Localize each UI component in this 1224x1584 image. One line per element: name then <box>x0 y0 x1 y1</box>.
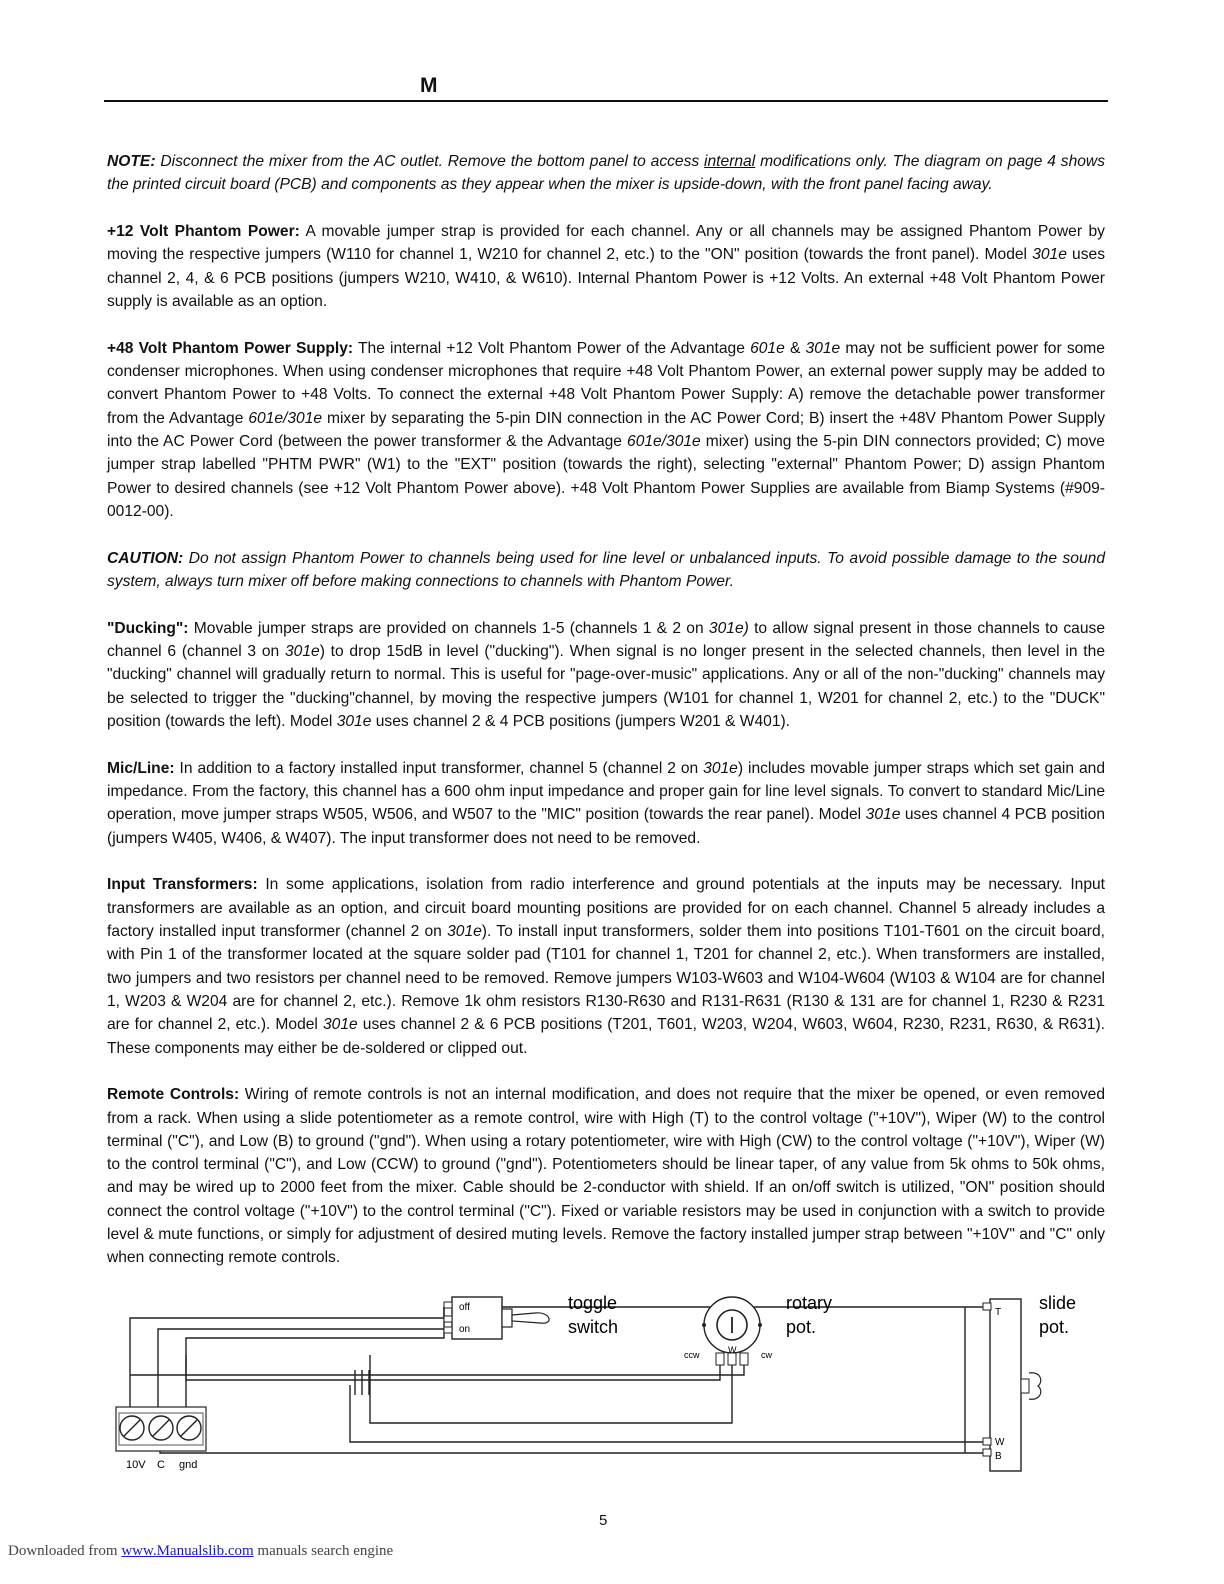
toggle-label-1: toggle <box>568 1293 618 1313</box>
ducking-m3: 301e <box>336 712 372 730</box>
phantom12-model: 301e <box>1032 246 1067 264</box>
micline-m1: 301e <box>703 759 738 777</box>
rotary-label-2: pot. <box>786 1317 817 1337</box>
phantom48-t3: may not be sufficient power for some condenser microphones. When using condenser microphones that require +48 Volt Phantom Power, an external power supply may be added to convert Phantom Power to +48 Volts. To connect the external +48 Volt Phantom Power Supply: A) remove the detachable power transformer from the Advantage <box>107 339 1105 427</box>
footer-prefix: Downloaded from <box>8 1543 122 1559</box>
footer-link[interactable]: www.Manualslib.com <box>121 1543 254 1559</box>
transformers-paragraph <box>107 873 1105 1059</box>
micline-label: Mic/Line: <box>107 759 175 777</box>
remote-label: Remote Controls: <box>107 1086 240 1104</box>
wire-rotary-w <box>370 1355 732 1423</box>
terminal-10v-label: 10V <box>126 1459 146 1471</box>
slide-pot <box>983 1299 1041 1471</box>
wire-switch-on <box>186 1329 444 1425</box>
terminal-block <box>116 1407 206 1471</box>
phantom12-label: +12 Volt Phantom Power: <box>107 223 300 241</box>
caution-label: CAUTION: <box>107 549 184 567</box>
ducking-t2: to allow signal present in those channels to cause channel 6 (channel 3 on <box>107 619 1105 661</box>
ducking-m2: 301e <box>284 643 320 661</box>
page-number: 5 <box>599 1512 608 1529</box>
slide-t-label: T <box>995 1307 1002 1318</box>
ducking-paragraph <box>107 617 1105 733</box>
micline-paragraph <box>107 757 1105 850</box>
phantom48-m4: 601e/301e <box>627 432 701 450</box>
switch-off-label: off <box>459 1302 470 1313</box>
phantom48-m3: 601e/301e <box>248 409 323 427</box>
micline-t2: ) includes movable jumper straps which set gain and impedance. From the factory, this channel has a 600 ohm input impedance and proper gain for line level signals. To convert to standard Mic/Line operation, move jumper straps W505, W506, and W507 to the "MIC" position (towards the rear panel). Model <box>107 759 1105 824</box>
phantom48-t5: mixer) using the 5-pin DIN connectors provided; C) move jumper strap labelled "PHTM PWR" (W1) to the "EXT" position (towards the right), selecting "external" Phantom Power; D) assign Phantom Power to desired channels (see +12 Volt Phantom Power above). +48 Volt Phantom Power Supplies are available from Biamp Systems (#909-0012-00). <box>107 432 1105 520</box>
rotary-label-1: rotary <box>786 1293 833 1313</box>
phantom48-label: +48 Volt Phantom Power Supply: <box>107 339 354 357</box>
wire-10v-top <box>130 1307 992 1425</box>
phantom48-t2: & <box>784 339 806 357</box>
note-underlined: internal <box>704 153 756 170</box>
ducking-t1: Movable jumper straps are provided on channels 1-5 (channels 1 & 2 on <box>188 619 709 637</box>
switch-on-label: on <box>459 1324 471 1335</box>
phantom48-m1: 601e <box>750 339 785 357</box>
micline-t3: uses channel 4 PCB position (jumpers W405, W406, & W407). The input transformer does not need to be removed. <box>107 806 1105 847</box>
header-rule <box>104 100 1108 102</box>
footer-suffix: manuals search engine <box>253 1543 394 1559</box>
slide-w-label: W <box>995 1437 1005 1448</box>
document-body <box>107 150 1105 1293</box>
transformers-m1: 301e <box>447 923 482 941</box>
rotary-w-label: W <box>728 1345 737 1355</box>
micline-m2: 301e <box>865 806 901 824</box>
toggle-switch <box>444 1297 549 1339</box>
phantom48-t1: The internal +12 Volt Phantom Power of the Advantage <box>353 339 751 357</box>
transformers-t1: In some applications, isolation from radio interference and ground potentials at the inputs may be necessary. Input transformers are available as an option, and circuit board mounting positions are provided for on each channel. Channel 5 already includes a factory installed input transformer (channel 2 on <box>107 876 1105 941</box>
ducking-t4: uses channel 2 & 4 PCB positions (jumpers W201 & W401). <box>371 712 791 730</box>
slide-b-label: B <box>995 1451 1002 1462</box>
transformers-label: Input Transformers: <box>107 876 258 894</box>
note-paragraph <box>107 150 1105 197</box>
terminal-gnd-label: gnd <box>179 1459 198 1471</box>
phantom12-text-a: A movable jumper strap is provided for each channel. Any or all channels may be assigned Phantom Power by moving the respective jumpers (W110 for channel 1, W210 for channel 2, etc.) to the "ON" position (towards the front panel). Model <box>107 223 1105 264</box>
rotary-ccw-label: ccw <box>684 1350 700 1360</box>
slide-label-2: pot. <box>1039 1317 1070 1337</box>
phantom48-m2: 301e <box>805 339 841 357</box>
note-label: NOTE: <box>107 153 156 170</box>
note-text-a: Disconnect the mixer from the AC outlet. Remove the bottom panel to access <box>155 153 705 170</box>
remote-paragraph <box>107 1083 1105 1269</box>
remote-text: Wiring of remote controls is not an internal modification, and does not require that the mixer be opened, or even removed from a rack. When using a slide potentiometer as a remote control, wire with High (T) to the control voltage ("+10V"), Wiper (W) to the control terminal ("C"), and Low (B) to ground ("gnd"). When using a rotary potentiometer, wire with High (CW) to the control voltage ("+10V"), Wiper (W) to the control terminal ("C"), and Low (CCW) to ground ("gnd"). Potentiometers should be linear taper, of any value from 5k ohms to 50k ohms, and may be wired up to 2000 feet from the mixer. Cable should be 2-conductor with shield. If an on/off switch is utilized, "ON" position should connect the control voltage ("+10V") to the control terminal ("C"). Fixed or variable resistors may be used in conjunction with a switch to provide level & mute functions, or simply for adjustment of desired muting levels. Remove the factory installed jumper strap between "+10V" and "C" only when connecting remote controls. <box>107 1086 1105 1267</box>
rotary-cw-label: cw <box>761 1350 772 1360</box>
slide-label-1: slide <box>1039 1293 1077 1313</box>
phantom12-text-b: uses channel 2, 4, & 6 PCB positions (jumpers W210, W410, & W610). Internal Phantom Power is +12 Volts. An external +48 Volt Phantom Power supply is available as an option. <box>107 246 1105 310</box>
caution-text: Do not assign Phantom Power to channels being used for line level or unbalanced inputs. To avoid possible damage to the sound system, always turn mixer off before making connections to channels with Phantom Power. <box>107 549 1105 590</box>
toggle-label-2: switch <box>568 1317 619 1337</box>
wiring-diagram <box>0 1285 1224 1495</box>
wire-slide-b <box>160 1425 992 1453</box>
phantom48-t4: mixer by separating the 5-pin DIN connection in the AC Power Cord; B) insert the +48V Phantom Power Supply into the AC Power Cord (between the power transformer & the Advantage <box>107 409 1105 450</box>
wire-rotary-ccw <box>186 1355 720 1380</box>
header-letter: M <box>420 74 438 97</box>
phantom12-paragraph <box>107 220 1105 313</box>
wire-rotary-cw <box>130 1363 744 1375</box>
phantom48-paragraph <box>107 337 1105 523</box>
micline-t1: In addition to a factory installed input transformer, channel 5 (channel 2 on <box>174 759 704 777</box>
wire-slide-w <box>350 1385 992 1442</box>
footer <box>8 1543 393 1560</box>
ducking-t3: ) to drop 15dB in level ("ducking"). When signal is no longer present in the selected channels, then level in the "ducking" channel will gradually return to normal. This is useful for "page-over-music" applications. Any or all of the non-"ducking" channels may be selected to trigger the "ducking"channel, by moving the respective jumpers (W101 for channel 1, W201 for channel 2, etc.) to the "DUCK" position (towards the left). Model <box>107 643 1105 730</box>
terminal-c-label: C <box>157 1459 165 1471</box>
transformers-t2: ). To install input transformers, solder them into positions T101-T601 on the circuit board, with Pin 1 of the transformer located at the square solder pad (T101 for channel 1, T201 for channel 2, etc.). When transformers are installed, two jumpers and two resistors per channel need to be removed. Remove jumpers W103-W603 and W104-W604 (W103 & W104 are for channel 1, W203 & W204 are for channel 2, etc.). Remove 1k ohm resistors R130-R630 and R131-R631 (R130 & 131 are for channel 1, R230 & R231 are for channel 2, etc.). Model <box>107 923 1105 1034</box>
ducking-m1: 301e) <box>708 619 749 637</box>
caution-paragraph <box>107 547 1105 594</box>
note-text-b: modifications only. The diagram on page 4 shows the printed circuit board (PCB) and components as they appear when the mixer is upside-down, with the front panel facing away. <box>107 153 1105 194</box>
ducking-label: "Ducking": <box>107 619 189 637</box>
transformers-m2: 301e <box>322 1016 358 1034</box>
transformers-t3: uses channel 2 & 6 PCB positions (T201, T601, W203, W204, W603, W604, R230, R231, R630, & R631). These components may either be de-soldered or clipped out. <box>107 1016 1106 1057</box>
